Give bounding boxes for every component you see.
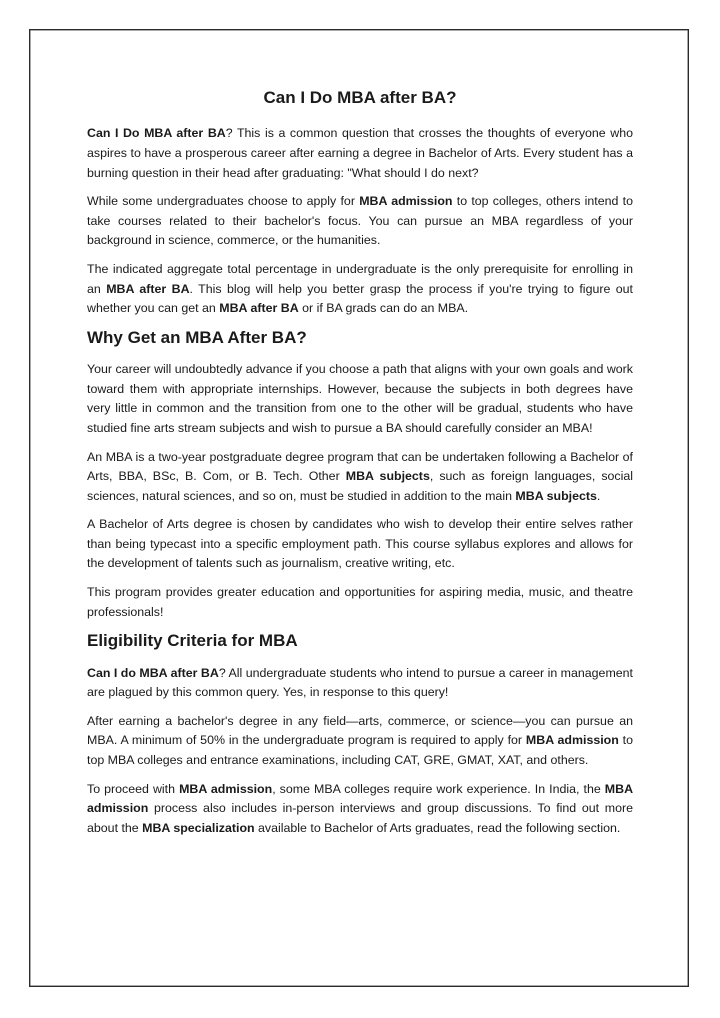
- text-run: This program provides greater education and opportunities for aspiring media, music, and theatre professionals!: [87, 585, 633, 619]
- text-run: . This blog will help you better grasp the process if you're trying to figure out whether you can get an: [87, 281, 633, 316]
- paragraph: [87, 360, 633, 438]
- bold-text: MBA admission: [179, 781, 273, 796]
- section: [87, 124, 633, 318]
- text-run: , some MBA colleges require work experience. In India, the: [272, 781, 605, 796]
- bold-text: MBA admission: [359, 194, 453, 209]
- text-run: An MBA is a two-year postgraduate degree program that can be undertaken following a Bachelor of Arts, BBA, BSc, B. Com, or B. Tech. Other: [87, 449, 633, 484]
- text-run: or if BA grads can do an MBA.: [298, 301, 469, 316]
- section: [87, 631, 633, 838]
- bold-text: MBA subjects: [345, 469, 430, 484]
- paragraph: [87, 260, 633, 319]
- text-run: to top MBA colleges and entrance examinations, including CAT, GRE, GMAT, XAT, and others.: [87, 733, 633, 768]
- paragraph: [87, 780, 633, 839]
- bold-text: MBA admission: [525, 733, 619, 748]
- text-run: available to Bachelor of Arts graduates, read the following section.: [254, 820, 621, 835]
- bold-text: MBA specialization: [142, 820, 255, 835]
- bold-text: MBA after BA: [219, 301, 299, 316]
- bold-text: Can I do MBA after BA: [87, 665, 219, 680]
- bold-text: MBA admission: [87, 781, 634, 816]
- section-heading: Eligibility Criteria for MBA: [87, 631, 298, 651]
- text-run: The indicated aggregate total percentage in undergraduate is the only prerequisite for enrolling in an: [87, 261, 633, 296]
- section-heading: Why Get an MBA After BA?: [87, 327, 307, 347]
- bold-text: MBA subjects: [515, 488, 597, 503]
- document-title: Can I Do MBA after BA?: [263, 88, 457, 107]
- text-run: process also includes in-person interviews and group discussions. To find out more about the: [87, 801, 633, 835]
- text-run: To proceed with: [87, 781, 180, 796]
- paragraph: [87, 448, 633, 507]
- document-body: [87, 88, 633, 847]
- paragraph: [87, 124, 633, 183]
- paragraph: [87, 583, 633, 622]
- text-run: After earning a bachelor's degree in any field—arts, commerce, or science—you can pursue an MBA. A minimum of 50% in the undergraduate program is required to apply for: [87, 713, 633, 748]
- paragraph: [87, 515, 633, 574]
- sections-container: [87, 124, 633, 838]
- bold-text: Can I Do MBA after BA: [87, 126, 226, 141]
- text-run: to top colleges, others intend to take courses related to their bachelor's focus. You can pursue an MBA regardless of your background in science, commerce, or the humanities.: [87, 194, 633, 248]
- text-run: While some undergraduates choose to apply for: [87, 194, 360, 209]
- section: [87, 328, 633, 623]
- text-run: , such as foreign languages, social sciences, natural sciences, and so on, must be studied in addition to the main: [87, 469, 633, 503]
- bold-text: MBA after BA: [106, 281, 190, 296]
- text-run: ? All undergraduate students who intend to pursue a career in management are plagued by this common query. Yes, in response to this query!: [87, 665, 633, 700]
- paragraph: [87, 664, 633, 703]
- text-run: Your career will undoubtedly advance if you choose a path that aligns with your own goals and work toward them with appropriate internships. However, because the subjects in both degrees have very little in common and the transition from one to the other will be gradual, students who have studied fine arts stream subjects and wish to pursue a BA should carefully consider an MBA!: [87, 362, 633, 435]
- paragraph: [87, 712, 633, 771]
- text-run: ? This is a common question that crosses the thoughts of everyone who aspires to have a prosperous career after earning a degree in Bachelor of Arts. Every student has a burning question in their head after graduating: "What should I do next?: [87, 126, 633, 180]
- paragraph: [87, 192, 633, 251]
- text-run: A Bachelor of Arts degree is chosen by candidates who wish to develop their entire selves rather than being typecast into a specific employment path. This course syllabus explores and allows for the development of talents such as journalism, creative writing, etc.: [87, 517, 633, 571]
- text-run: .: [596, 488, 601, 503]
